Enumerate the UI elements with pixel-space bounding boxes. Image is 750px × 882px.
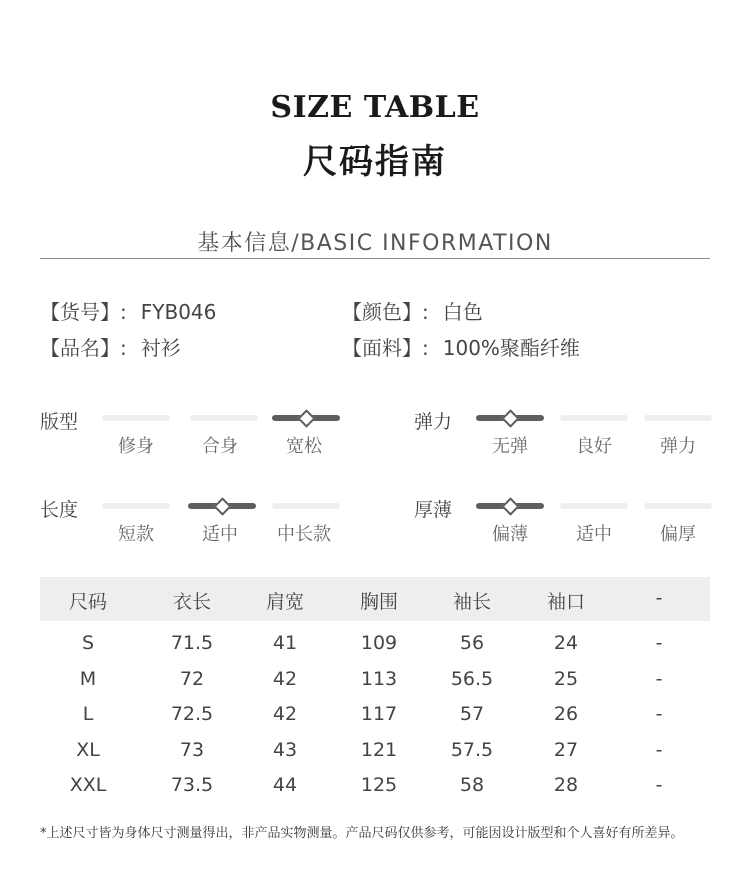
fit-track-2 [272,415,340,421]
fit-track-1 [190,415,258,421]
table-cell: 25 [553,667,579,690]
title-zh: 尺码指南 [303,142,447,182]
attr-stretch-label: 弹力 [414,411,453,433]
thickness-track-1 [560,503,628,509]
table-header-cell: 袖长 [452,591,491,613]
table-cell: 27 [553,738,579,761]
table-cell: 71.5 [170,632,214,654]
fit-option-2: 宽松 [286,436,322,457]
length-track-2 [272,503,340,509]
info-color-value: 白色 [442,300,483,324]
table-cell: L [82,703,94,725]
attr-length-label: 长度 [40,499,79,521]
info-color-key: 【颜色】: [342,300,429,324]
length-option-0: 短款 [118,524,154,545]
stretch-selected-marker-icon [501,409,519,427]
table-header-cell: 尺码 [68,591,107,613]
fit-option-0: 修身 [118,436,154,457]
info-item-no-value: FYB046 [140,300,217,324]
length-option-1: 适中 [202,524,238,545]
info-item-no-key: 【货号】: [40,300,127,324]
table-header-cell: - [655,587,663,609]
section-title: 基本信息/BASIC INFORMATION [197,231,553,256]
section-divider [40,258,710,259]
table-cell: 24 [553,632,579,654]
info-name [40,332,181,361]
table-cell: 72.5 [170,703,214,725]
fit-track-0 [102,415,170,421]
footnote: *上述尺寸皆为身体尺寸测量得出，非产品实物测量。产品尺码仅供参考，可能因设计版型和个人喜好有所差异。 [40,826,684,841]
length-track-1 [188,503,256,509]
info-name-value: 衬衫 [140,336,181,360]
attr-fit-label: 版型 [40,411,79,433]
table-cell: - [655,703,663,725]
table-cell: 26 [553,703,579,725]
table-cell: 73.5 [170,774,214,796]
table-cell: - [655,774,663,796]
table-cell: 41 [272,632,298,654]
table-header-cell: 肩宽 [265,591,304,613]
table-cell: 57.5 [450,738,494,761]
table-cell: 109 [360,632,398,654]
thickness-option-1: 适中 [576,524,612,545]
table-cell: 56 [459,632,485,654]
table-cell: XL [76,738,100,761]
table-cell: 57 [459,703,485,725]
thickness-track-0 [476,503,544,509]
info-fabric-key: 【面料】: [342,336,429,360]
table-cell: 56.5 [450,667,494,690]
table-cell: S [81,632,95,654]
length-option-2: 中长款 [277,524,331,545]
stretch-option-1: 良好 [576,436,612,457]
table-cell: - [655,667,663,690]
table-cell: 42 [272,703,298,725]
table-header-cell: 袖口 [546,591,585,613]
info-color [342,296,483,325]
thickness-selected-marker-icon [501,497,519,515]
info-fabric [342,332,580,361]
fit-selected-marker-icon [297,409,315,427]
attr-thickness-label: 厚薄 [414,499,453,521]
fit-option-1: 合身 [202,436,238,457]
stretch-option-0: 无弹 [492,436,528,457]
table-header-cell: 胸围 [359,591,398,613]
length-selected-marker-icon [213,497,231,515]
table-cell: - [655,738,663,761]
info-item-no [40,296,216,325]
info-name-key: 【品名】: [40,336,127,360]
stretch-option-2: 弹力 [660,436,696,457]
thickness-option-0: 偏薄 [492,524,528,545]
table-cell: 58 [459,774,485,796]
table-header-cell: 衣长 [172,591,211,613]
info-fabric-value: 100%聚酯纤维 [442,336,580,360]
thickness-track-2 [644,503,712,509]
table-cell: 121 [360,738,398,761]
table-cell: 72 [179,667,205,690]
table-cell: 43 [272,738,298,761]
stretch-track-2 [644,415,712,421]
table-cell: M [79,667,97,690]
stretch-track-0 [476,415,544,421]
table-cell: 28 [553,774,579,796]
length-track-0 [102,503,170,509]
table-cell: 125 [360,774,398,796]
stretch-track-1 [560,415,628,421]
table-cell: 73 [179,738,205,761]
table-cell: 44 [272,774,298,796]
title-en: SIZE TABLE [270,90,480,125]
table-cell: 113 [360,667,398,690]
table-cell: - [655,632,663,654]
thickness-option-2: 偏厚 [660,524,696,545]
table-cell: XXL [69,774,107,796]
table-cell: 42 [272,667,298,690]
table-cell: 117 [360,703,398,725]
